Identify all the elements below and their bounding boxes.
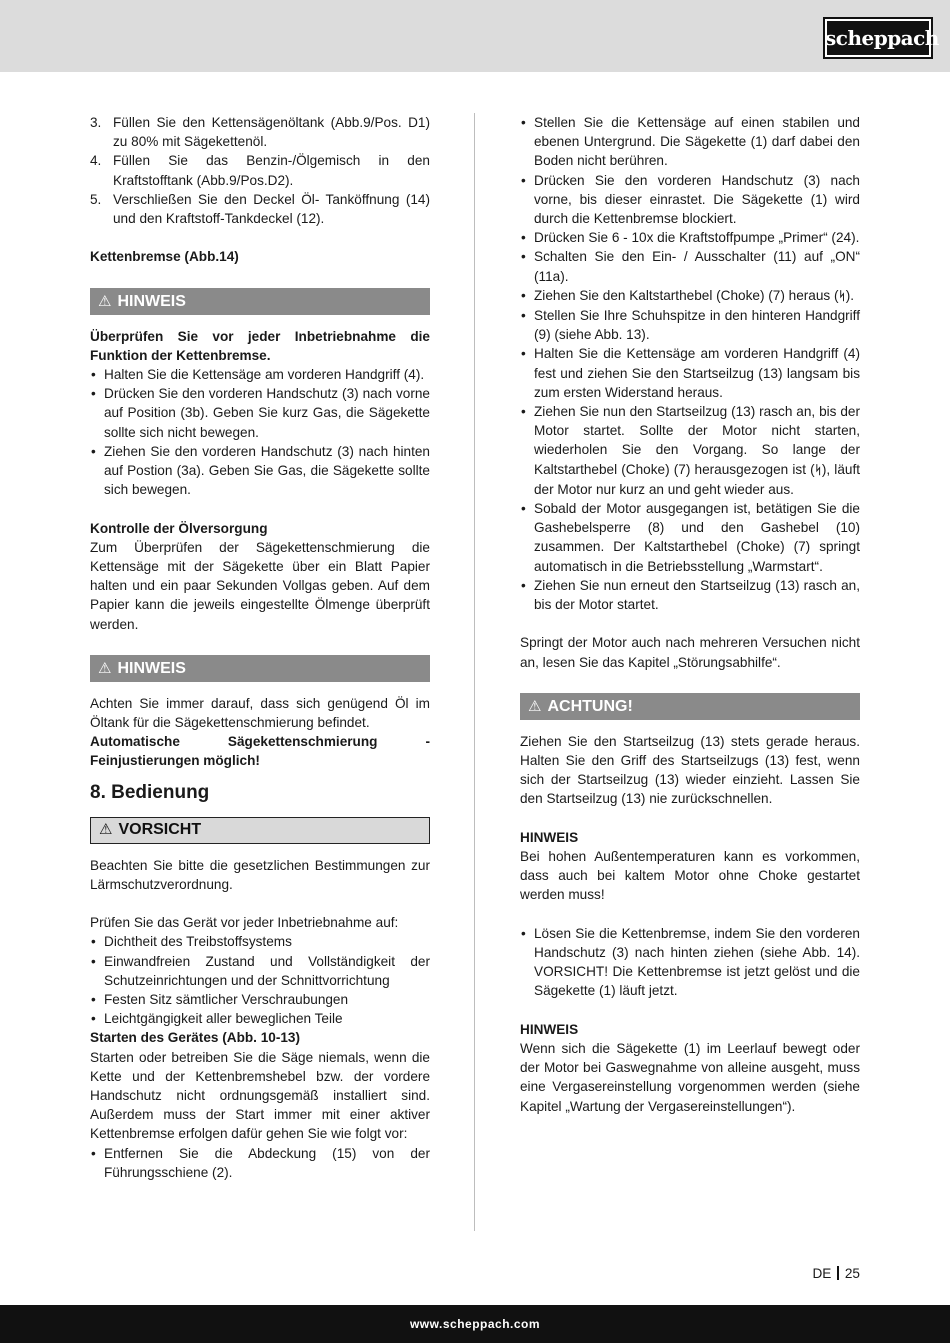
list-item: • Stellen Sie die Kettensäge auf einen stabilen und ebenen Untergrund. Die Sägekette (1) darf dabei den Boden nicht berühren.: [520, 113, 860, 171]
motor-text: Ziehen Sie nun den Startseilzug (13) rasch an, bis der Motor startet. Sollte der Motor nicht starten, wiederholen Sie den Vorgang. So lange der Kaltstarthebel (Choke) (7) herausgezogen ist (: [534, 404, 860, 477]
hinweis-banner: [90, 288, 430, 315]
choke-text: Ziehen Sie den Kaltstarthebel (Choke) (7) heraus (: [534, 287, 839, 303]
warning-icon: ⚠: [98, 292, 112, 310]
left-column: [90, 113, 430, 1182]
warning-icon: ⚠: [528, 697, 542, 715]
kettenbremse-checks: [90, 365, 430, 499]
footer-band: [0, 1305, 950, 1343]
starten-heading: Starten des Gerätes (Abb. 10-13): [90, 1030, 301, 1046]
motor-text-end: ), läuft der Motor nur kurz an und geht wieder aus.: [534, 461, 861, 497]
hinweis-bold-text: Automatische Sägekettenschmierung - Feinjustierungen möglich!: [90, 734, 430, 769]
vorsicht-banner: [90, 817, 430, 844]
step-number: 3.: [90, 115, 102, 130]
page-separator: [837, 1266, 839, 1280]
hinweis-heading: HINWEIS: [520, 829, 579, 845]
list-item: • Schalten Sie den Ein- / Ausschalter (11) auf „ON“ (11a).: [520, 247, 860, 285]
list-item: • Halten Sie die Kettensäge am vorderen Handgriff (4).: [90, 365, 430, 384]
list-item: • Leichtgängigkeit aller beweglichen Teile: [90, 1009, 430, 1028]
step-number: 4.: [90, 153, 102, 169]
pruefen-intro: Prüfen Sie das Gerät vor jeder Inbetriebnahme auf:: [90, 915, 399, 931]
step-text: Füllen Sie das Benzin-/Ölgemisch in den Kraftstofftank (Abb.9/Pos.D2).: [113, 153, 430, 188]
hinweis-text: Bei hohen Außentemperaturen kann es vorkommen, dass auch bei kaltem Motor ohne Choke gestartet werden muss!: [520, 849, 860, 903]
oel-text: Zum Überprüfen der Sägekettenschmierung die Kettensäge mit der Sägekette über ein Blatt Papier halten und ein paar Sekunden Vollgas geben. Auf dem Papier kann die jeweils eingestellte Ölmenge überprüft werden.: [90, 539, 430, 632]
banner-label: HINWEIS: [117, 292, 186, 310]
section-title: 8. Bedienung: [90, 781, 210, 803]
hinweis-heading: HINWEIS: [520, 1021, 579, 1037]
list-item: [90, 190, 430, 228]
warning-icon: ⚠: [99, 820, 113, 838]
list-item: [520, 402, 860, 499]
list-item: • Dichtheit des Treibstoffsystems: [90, 932, 430, 951]
springt-text: Springt der Motor auch nach mehreren Versuchen nicht an, lesen Sie das Kapitel „Störungsabhilfe“.: [520, 635, 860, 670]
starten-text: Starten oder betreiben Sie die Säge niemals, wenn die Kette und der Kettenbremshebel bzw. der vordere Handschutz nicht ordnungsgemäß installiert sind. Außerdem muss der Start immer mit einer aktiver Kettenbremse erfolgen dafür gehen Sie wie folgt vor:: [90, 1049, 430, 1142]
page-number: [812, 1264, 860, 1283]
list-item: • Ziehen Sie nun erneut den Startseilzug (13) rasch an, bis der Motor startet.: [520, 576, 860, 614]
list-item: • Halten Sie die Kettensäge am vorderen Handgriff (4) fest und ziehen Sie den Startseilzug (13) langsam bis zum ersten Widerstand heraus.: [520, 344, 860, 402]
vorsicht-text: Beachten Sie bitte die gesetzlichen Bestimmungen zur Lärmschutzverordnung.: [90, 857, 430, 892]
choke-text-end: ).: [845, 287, 855, 303]
warning-icon: ⚠: [98, 659, 112, 677]
list-item: • Stellen Sie Ihre Schuhspitze in den hinteren Handgriff (9) (siehe Abb. 13).: [520, 306, 860, 344]
choke-icon: ᛋ: [814, 462, 822, 477]
step-text: Verschließen Sie den Deckel Öl- Tanköffnung (14) und den Kraftstoff-Tankdeckel (12).: [113, 191, 430, 227]
right-column: [520, 113, 860, 1116]
step-text: Füllen Sie den Kettensägenöltank (Abb.9/Pos. D1) zu 80% mit Sägekettenöl.: [113, 115, 430, 150]
start-procedure-list: [520, 113, 860, 614]
header-band: [0, 0, 950, 72]
language-code: DE: [812, 1266, 832, 1281]
banner-label: HINWEIS: [117, 659, 186, 677]
list-item: [90, 151, 430, 189]
oel-heading: Kontrolle der Ölversorgung: [90, 520, 268, 536]
list-item: • Einwandfreien Zustand und Vollständigkeit der Schutzeinrichtungen und der Schnittvorrichtung: [90, 952, 430, 990]
banner-label: ACHTUNG!: [547, 697, 633, 715]
hinweis-text: Achten Sie immer darauf, dass sich genügend Öl im Öltank für die Sägekettenschmierung befindet.: [90, 695, 430, 731]
list-item: • Sobald der Motor ausgegangen ist, betätigen Sie die Gashebelsperre (8) und den Gashebel (10) zusammen. Der Kaltstarthebel (Choke) (7) springt automatisch in die Betriebsstellung „Warmstart“.: [520, 499, 860, 576]
fill-steps-list: [90, 113, 430, 228]
column-divider: [474, 113, 475, 1231]
list-item: • Entfernen Sie die Abdeckung (15) von der Führungsschiene (2).: [90, 1144, 430, 1182]
list-item: • Drücken Sie 6 - 10x die Kraftstoffpumpe „Primer“ (24).: [520, 228, 860, 247]
list-item: • Drücken Sie den vorderen Handschutz (3) nach vorne auf Position (3b). Geben Sie kurz Gas, die Sägekette sollte sich nicht bewegen.: [90, 384, 430, 442]
hinweis-bold-text: Überprüfen Sie vor jeder Inbetriebnahme die Funktion der Kettenbremse.: [90, 328, 430, 363]
list-item: [90, 113, 430, 151]
list-item: • Drücken Sie den vorderen Handschutz (3) nach vorne, bis dieser einrastet. Die Sägekette (1) wird durch die Kettenbremse blockiert.: [520, 171, 860, 229]
list-item: • Ziehen Sie den vorderen Handschutz (3) nach hinten auf Postion (3a). Geben Sie Gas, die Sägekette sollte sich bewegen.: [90, 442, 430, 500]
website-link[interactable]: www.scheppach.com: [409, 1317, 541, 1331]
pruefen-list: [90, 932, 430, 1028]
banner-label: VORSICHT: [118, 820, 202, 838]
achtung-banner: [520, 693, 860, 720]
page-number-value: 25: [844, 1266, 860, 1281]
choke-icon: ᛋ: [838, 288, 846, 303]
hinweis-text: Wenn sich die Sägekette (1) im Leerlauf bewegt oder der Motor bei Gaswegnahme von alleine ausgeht, muss eine Vergasereinstellung vorgenommen werden (siehe Kapitel „Wartung der Vergasereinstellungen“).: [520, 1041, 860, 1114]
step-number: 5.: [90, 191, 102, 207]
logo-text: scheppach: [825, 26, 939, 50]
list-item: • Festen Sitz sämtlicher Verschraubungen: [90, 990, 430, 1009]
starten-list: [90, 1144, 430, 1182]
list-item: • Lösen Sie die Kettenbremse, indem Sie den vorderen Handschutz (3) nach hinten ziehen (siehe Abb. 14). VORSICHT! Die Kettenbremse ist jetzt gelöst und die Sägekette (1) läuft jetzt.: [520, 924, 860, 1001]
loesen-list: [520, 924, 860, 1001]
achtung-text: Ziehen Sie den Startseilzug (13) stets gerade heraus. Halten Sie den Griff des Startseilzugs (13) fest, wenn sich der Startseilzug (13) wieder einzieht. Lassen Sie den Startseilzug (13) nie zurückschnellen.: [520, 733, 860, 807]
brand-logo: [823, 17, 939, 59]
list-item: [520, 286, 860, 306]
hinweis-banner: [90, 655, 430, 682]
kettenbremse-heading: Kettenbremse (Abb.14): [90, 249, 239, 265]
